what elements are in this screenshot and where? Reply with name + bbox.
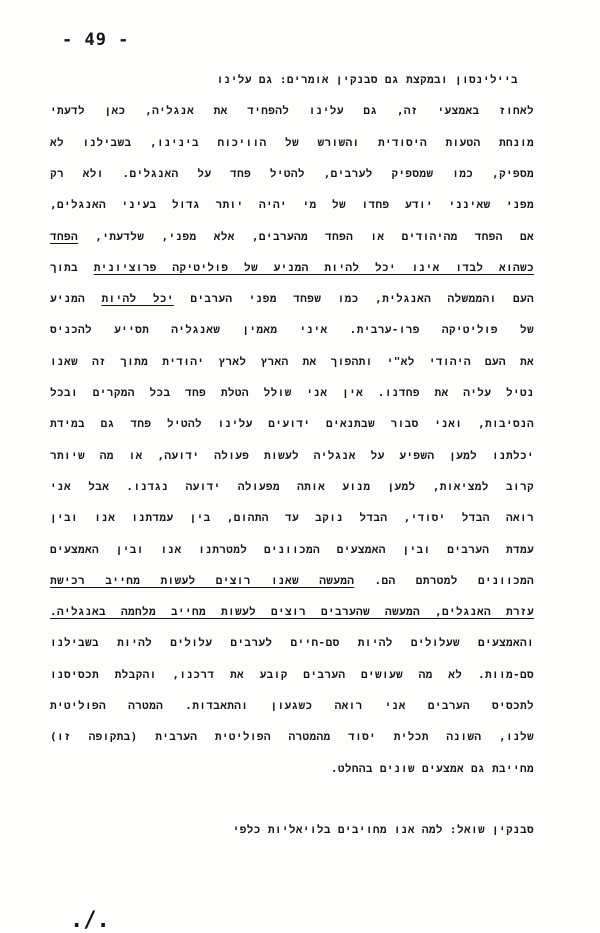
line-text: סם-מוות. לא מה שעושים הערבים קובע את דרכנו, והקבלת תכסיסנו	[50, 667, 534, 681]
line-text: והאמצעים שעלולים להיות סם-חיים לערבים עלולים להיות בשבילנו	[50, 636, 534, 650]
line-text: המכוונים למטרתם הם.	[374, 573, 534, 587]
line-tail-text: המניע	[50, 292, 86, 306]
line-text: עמדת הערבים ובין האמצעים המכוונים למטרתנו אנו ובין האמצעים	[50, 542, 534, 556]
text-line	[50, 542, 534, 558]
text-line	[50, 635, 534, 651]
text-line	[217, 72, 518, 88]
line-text: יכלתנו למען השפיע על אנגליה לעשות פעולה ידועה, או מה שיותר	[50, 448, 534, 462]
line-text: מחייבת גם אמצעים שונים בהחלט.	[330, 761, 534, 775]
line-text: של פוליטיקה פרו-ערבית. איני מאמין שאנגליה תסייע להכניס	[50, 323, 534, 337]
text-line	[50, 667, 534, 683]
text-line	[50, 573, 534, 589]
text-line	[50, 604, 534, 620]
line-text: נטיל עליה את פחדנו. אין אני שולל הטלת פחד בכל המקרים ובכל	[50, 386, 534, 399]
line-text: שלנו, השונה תכלית יסוד מהמטרה הפוליטית הערבית (בתקופה זו)	[50, 730, 534, 744]
line-text: לאחוז באמצעי זה, גם עלינו להפחיד את אנגליה, כאן לדעתי	[50, 104, 534, 118]
page-number: - 49 -	[62, 30, 130, 50]
underlined-text: עזרת האנגלים, המעשה שהערבים רוצים לעשות מחייב מלחמה באנגליה.	[50, 605, 534, 619]
line-text: מפני שאינני יודע פחדו של מי יהיה יותר גדול בעיני האנגלים,	[50, 198, 534, 212]
line-text: הנסיבות, ואני סבור שבתנאים ידועים עלינו להטיל פחד גם במידת	[50, 417, 534, 431]
text-line	[50, 135, 534, 151]
line-text: העם והממשלה האנגלית, כמו שפחד מפני הערבים	[190, 292, 534, 306]
text-line	[50, 698, 534, 714]
text-line	[233, 822, 534, 838]
underlined-text: יכל להיות	[101, 292, 174, 306]
underlined-text: הפחד	[50, 229, 79, 243]
line-text: רואה הבדל יסודי, הבדל נוקב עד התהום, בין עמדתנו אנו ובין	[50, 511, 534, 525]
text-line	[50, 729, 534, 745]
text-line	[50, 385, 534, 401]
text-line	[331, 761, 534, 777]
text-line	[50, 510, 534, 526]
text-line	[50, 479, 534, 495]
line-text: מונחת הטעות היסודית והשורש של הוויכוח בינינו, בשבילנו לא	[50, 135, 534, 149]
text-line	[50, 448, 534, 464]
underlined-text: המעשה שאנו רוצים לעשות מחייב רכישת	[50, 573, 355, 587]
text-line	[50, 103, 534, 119]
continuation-mark: ./.	[70, 908, 110, 933]
text-line	[50, 291, 534, 307]
line-text: קרוב למציאות, למען מנוע אותה מפעולה ידועה נגדנו. אבל אני	[50, 479, 534, 493]
text-line	[50, 229, 534, 245]
line-text: מספיק, כמו שמספיק לערבים, להטיל פחד על האנגלים. ולא רק	[50, 166, 534, 180]
text-line	[50, 322, 534, 338]
text-line	[50, 197, 534, 213]
line-text: את העם היהודי לא"י ותהפוך את הארץ לארץ יהודית מתוך זה שאנו	[50, 354, 534, 368]
line-tail-text: בתוך	[50, 260, 79, 274]
text-line	[50, 416, 534, 432]
line-text: אם הפחד מהיהודים או הפחד מהערבים, אלא מפני, שלדעתי,	[95, 229, 534, 243]
text-line	[50, 166, 534, 182]
underlined-text: כשהוא לבדו אינו יכל להיות המניע של פוליטיקה פרוציונית	[93, 260, 534, 274]
text-line	[50, 260, 534, 276]
line-text: ביילינסון ובמקצת גם סבנקין אומרים: גם עלינו	[216, 73, 518, 86]
text-line	[50, 354, 534, 370]
line-text: לתכסיס הערבים אני רואה כשגעון והתאבדות. המטרה הפוליטית	[50, 699, 534, 712]
line-text: סבנקין שואל: למה אנו מחויבים בלויאליות כלפי	[232, 823, 534, 836]
